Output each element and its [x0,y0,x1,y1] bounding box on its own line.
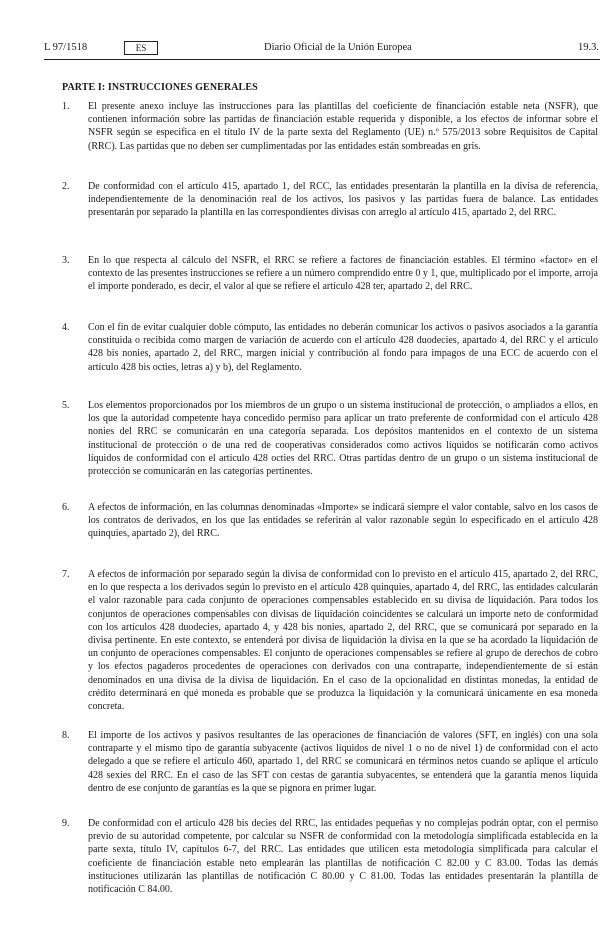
item-text: El presente anexo incluye las instrucciones para las plantillas del coeficiente de financiación estable neta (NSFR), que contienen información sobre las partidas de financiación estable requerida y disponible, a los efectos de informar sobre el NSFR según se especifica en el título IV de la parte sexta del Reglamento (UE) n.º 575/2013 sobre Requisitos de Capital (RRC). Las partidas que no deben ser cumplimentadas por las entidades están sombreadas en gris. [88,101,598,152]
list-item [62,729,598,795]
list-item [62,568,598,713]
item-number: 1. [62,101,70,112]
item-number: 6. [62,502,70,513]
item-number: 4. [62,322,70,333]
language-badge: ES [124,41,158,55]
section-title: PARTE I: INSTRUCCIONES GENERALES [62,82,258,93]
list-item [62,180,598,220]
item-text: A efectos de información por separado según la divisa de conformidad con lo previsto en el artículo 415, apartado 2, del RRC, en lo que respecta a los derivados según lo previsto en el artículo 428 quinquies, apartado 4, del RRC, las entidades calcularán el valor razonable para cada conjunto de operaciones compensables establecido en su divisa de liquidación. Para todos los conjuntos de operaciones compensables con divisas de liquidación coincidentes se calculará un importe neto de conformidad con los artículos 428 duodecies, apartado 4, y 428 bis nonies, apartado 2, del RRC, que se comunicará por separado en la divisa pertinente. En este contexto, se entenderá por divisa de liquidación la divisa en la que se ha acordado la liquidación de un conjunto de operaciones compensables. El conjunto de operaciones compensables se refiere al grupo de derechos de cobro y los efectos pagaderos procedentes de operaciones con derivados con una contraparte, independientemente de si están denominados en una divisa de la divisa de liquidación. En el caso de la opcionalidad en distintas monedas, la entidad de crédito determinará en qué moneda es probable que se produzca la liquidación y la comunicará únicamente en esa moneda concreta. [88,569,598,713]
list-item [62,399,598,478]
page-header [0,42,600,58]
item-number: 5. [62,400,70,411]
item-text: Los elementos proporcionados por los miembros de un grupo o un sistema institucional de protección, o ampliados a ellos, en los que la autoridad competente haya concedido permiso para aplicar un trato preferente de conformidad con el artículo 428 nonies del RRC se comunicarán en una categoría separada. Los depósitos mantenidos en el contexto de un sistema institucional de protección o de una red de cooperativas considerados como activos líquidos se notificarán como activos líquidos de conformidad con el artículo 428 octies del RRC. Otras partidas dentro de un grupo o un sistema institucional de protección se comunicarán en las categorías pertinentes. [88,400,598,478]
item-number: 2. [62,181,70,192]
item-text: Con el fin de evitar cualquier doble cómputo, las entidades no deberán comunicar los activos o pasivos asociados a la garantía constituida o recibida como margen de variación de acuerdo con el artículo 428 duodecies, apartado 4, del RRC y el artículo 428 bis nonies, apartado 2, del RRC, margen inicial y contribución al fondo para impagos de una ECC de acuerdo con el artículo 428 bis octies, letras a) y b), del Reglamento. [88,322,598,373]
list-item [62,254,598,294]
list-item [62,501,598,541]
item-number: 3. [62,255,70,266]
item-number: 7. [62,569,70,580]
journal-reference: L 97/1518 [44,42,88,53]
item-text: A efectos de información, en las columnas denominadas «Importe» se indicará siempre el valor contable, salvo en los casos de los contratos de derivados, en los que las entidades se referirán al valor razonable según lo especificado en el artículo 428 quinquies, apartado 2), del RRC. [88,502,598,540]
item-number: 8. [62,730,70,741]
item-text: El importe de los activos y pasivos resultantes de las operaciones de financiación de valores (SFT, en inglés) con una sola contraparte y el mismo tipo de garantía subyacente (activos líquidos de nivel 1 o no de nivel 1) de conformidad con el acto delegado a que se refiere el artículo 460, apartado 1, del RRC se comunicará en términos netos cuando se aplique el artículo 428 sexies del RRC. En el caso de las SFT con cestas de garantía subyacentes, se entenderá que la garantía menos líquida dentro de ese conjunto de garantías es la que se pignora en primer lugar. [88,730,598,794]
item-text: En lo que respecta al cálculo del NSFR, el RRC se refiere a factores de financiación estables. El término «factor» en el contexto de las presentes instrucciones se refiere a un número comprendido entre 0 y 1, que, multiplicado por el importe, arroja el importe ponderado, es decir, el valor al que se refiere el artículo 428 ter, apartado 2, del RRC. [88,255,598,293]
journal-title: Diario Oficial de la Unión Europea [264,42,412,53]
publication-date: 19.3. [578,42,599,53]
item-number: 9. [62,818,70,829]
list-item [62,100,598,153]
list-item [62,321,598,374]
item-text: De conformidad con el artículo 428 bis decies del RRC, las entidades pequeñas y no complejas podrán optar, con el permiso previo de su autoridad competente, por calcular su NSFR de conformidad con la metodología simplificada establecida en la parte sexta, título IV, capítulos 6-7, del RRC. Las entidades que utilicen esta metodología simplificada para calcular el coeficiente de financiación estable neto emplearán las plantillas de notificación C 82.00 y C 83.00. Todas las demás instituciones utilizarán las plantillas de notificación C 80.00 y C 81.00. Todas las entidades presentarán la plantilla de notificación C 84.00. [88,818,598,896]
list-item [62,817,598,896]
header-divider [44,59,600,60]
item-text: De conformidad con el artículo 415, apartado 1, del RCC, las entidades presentarán la plantilla en la divisa de referencia, independientemente de la denominación real de los activos, los pasivos y las partidas fuera de balance. Las entidades presentarán por separado la plantilla en las correspondientes divisas con arreglo al artículo 415, apartado 2, del RRC. [88,181,598,219]
